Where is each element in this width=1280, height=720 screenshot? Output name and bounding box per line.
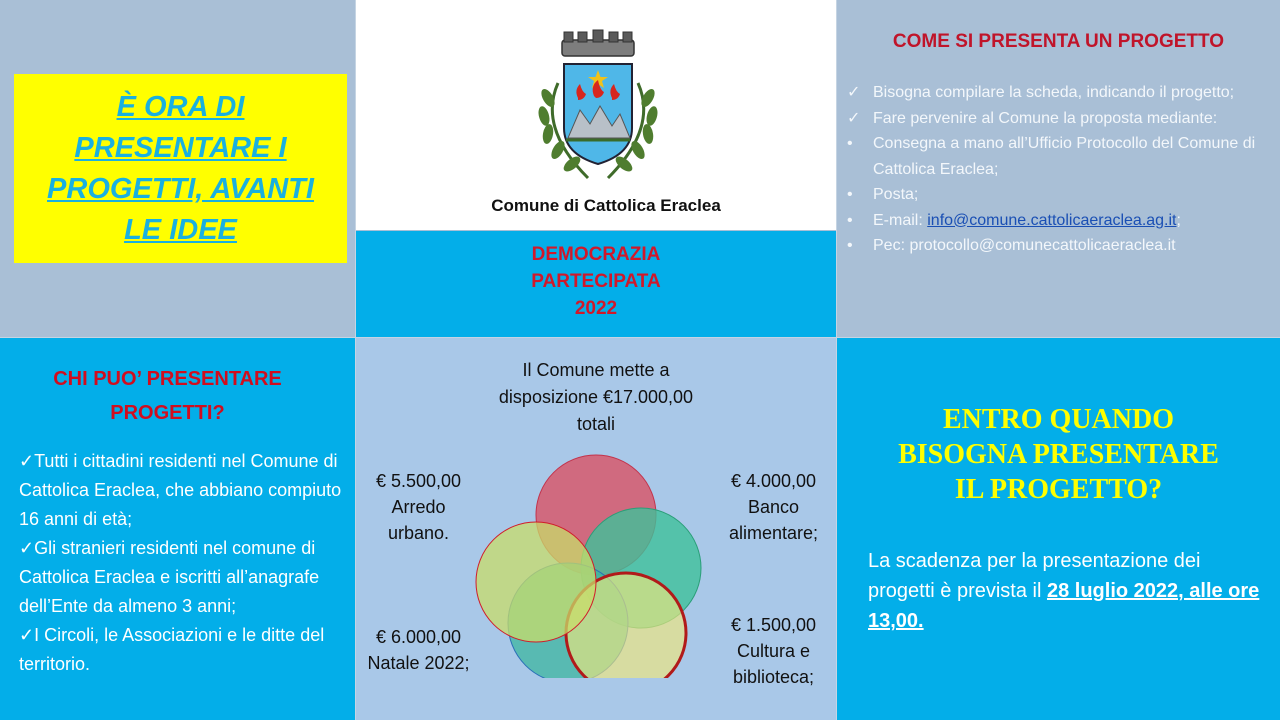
how-title: COME SI PRESENTA UN PROGETTO xyxy=(892,31,1225,52)
budget-banco-label-1: Banco xyxy=(747,497,800,517)
email-link[interactable]: info@comune.cattolicaeraclea.ag.it xyxy=(927,211,1177,229)
budget-banco xyxy=(711,468,836,546)
list-item xyxy=(845,106,1275,132)
budget-arredo-amount: € 5.500,00 xyxy=(375,471,462,491)
how-list xyxy=(845,80,1275,259)
grid-divider xyxy=(355,0,356,720)
headline-line-2: PRESENTARE I xyxy=(74,131,287,164)
list-item xyxy=(845,208,1275,234)
budget-intro-line-3: totali xyxy=(576,414,616,434)
bullet-icon: • xyxy=(847,237,853,254)
headline-line-1: È ORA DI xyxy=(116,90,245,123)
deadline-text xyxy=(868,546,1268,636)
venn-diagram xyxy=(456,438,716,678)
who-list xyxy=(19,447,349,679)
check-icon: ✓ xyxy=(847,109,861,127)
headline-line-3: PROGETTI, AVANTI xyxy=(47,172,314,205)
budget-intro xyxy=(456,357,736,438)
deadline-title-line-2: BISOGNA PRESENTARE xyxy=(898,439,1219,470)
comune-name: Comune di Cattolica Eraclea xyxy=(491,196,721,215)
deadline-title-line-1: ENTRO QUANDO xyxy=(942,404,1174,435)
list-item-text: Bisogna compilare la scheda, indicando il progetto; xyxy=(873,84,1235,101)
list-item xyxy=(845,233,1275,259)
budget-natale xyxy=(356,624,481,676)
list-item: ✓Gli stranieri residenti nel comune di Cattolica Eraclea e iscritti all’anagrafe dell’Ente da almeno 3 anni; xyxy=(19,538,320,616)
coat-of-arms-panel xyxy=(356,0,836,230)
budget-natale-label: Natale 2022; xyxy=(367,653,470,673)
deadline-date: 28 luglio 2022, alle ore 13,00. xyxy=(868,580,1260,632)
budget-arredo-label-1: Arredo xyxy=(391,497,446,517)
list-item-text: Pec: protocollo@comunecattolicaeraclea.it xyxy=(873,237,1176,254)
budget-banco-label-2: alimentare; xyxy=(728,523,819,543)
bullet-icon: • xyxy=(847,135,853,152)
list-item xyxy=(845,131,1275,182)
list-item: ✓Tutti i cittadini residenti nel Comune di Cattolica Eraclea, che abbiano compiuto 16 anni di età; xyxy=(19,451,342,529)
email-suffix: ; xyxy=(1176,211,1181,229)
deadline-panel xyxy=(837,338,1280,720)
program-title xyxy=(356,241,836,322)
bullet-icon: • xyxy=(847,186,853,203)
budget-natale-amount: € 6.000,00 xyxy=(375,627,462,647)
headline-line-4: LE IDEE xyxy=(124,213,237,246)
bullet-icon: • xyxy=(847,211,853,229)
who-title xyxy=(0,362,335,430)
list-item-text: Consegna a mano all’Ufficio Protocollo del Comune di Cattolica Eraclea; xyxy=(873,135,1256,178)
grid-divider xyxy=(0,337,1280,338)
list-item: ✓I Circoli, le Associazioni e le ditte del territorio. xyxy=(19,625,325,674)
venn-circle-lime xyxy=(476,522,596,642)
list-item-text: Fare pervenire al Comune la proposta mediante: xyxy=(873,109,1218,127)
budget-cultura-amount: € 1.500,00 xyxy=(730,615,817,635)
check-icon: ✓ xyxy=(847,84,861,101)
who-title-line-2: PROGETTI? xyxy=(110,402,225,424)
budget-cultura-label-2: biblioteca; xyxy=(732,667,815,687)
program-year: 2022 xyxy=(574,298,618,319)
list-item-text: Posta; xyxy=(873,186,919,203)
budget-arredo xyxy=(356,468,481,546)
coat-of-arms-icon xyxy=(518,28,678,188)
list-item xyxy=(845,80,1275,106)
program-panel xyxy=(356,231,836,337)
budget-cultura-label-1: Cultura e xyxy=(736,641,811,661)
program-line-2: PARTECIPATA xyxy=(531,271,661,292)
list-item xyxy=(845,182,1275,208)
deadline-sentence: La scadenza per la presentazione dei progetti è prevista il xyxy=(868,550,1201,602)
how-panel xyxy=(837,0,1280,337)
who-title-line-1: CHI PUO’ PRESENTARE xyxy=(53,368,282,390)
budget-intro-line-1: Il Comune mette a xyxy=(522,360,670,380)
grid-divider xyxy=(836,0,837,720)
budget-cultura xyxy=(711,612,836,690)
headline-box xyxy=(14,74,347,263)
program-line-1: DEMOCRAZIA xyxy=(531,244,661,265)
headline-text xyxy=(31,87,331,251)
email-prefix: E-mail: xyxy=(873,211,928,229)
budget-panel xyxy=(356,338,836,720)
budget-banco-amount: € 4.000,00 xyxy=(730,471,817,491)
deadline-title xyxy=(837,402,1280,507)
budget-intro-line-2: disposizione €17.000,00 xyxy=(498,387,694,407)
budget-arredo-label-2: urbano. xyxy=(387,523,450,543)
headline-panel xyxy=(0,0,355,337)
deadline-title-line-3: IL PROGETTO? xyxy=(954,474,1163,505)
